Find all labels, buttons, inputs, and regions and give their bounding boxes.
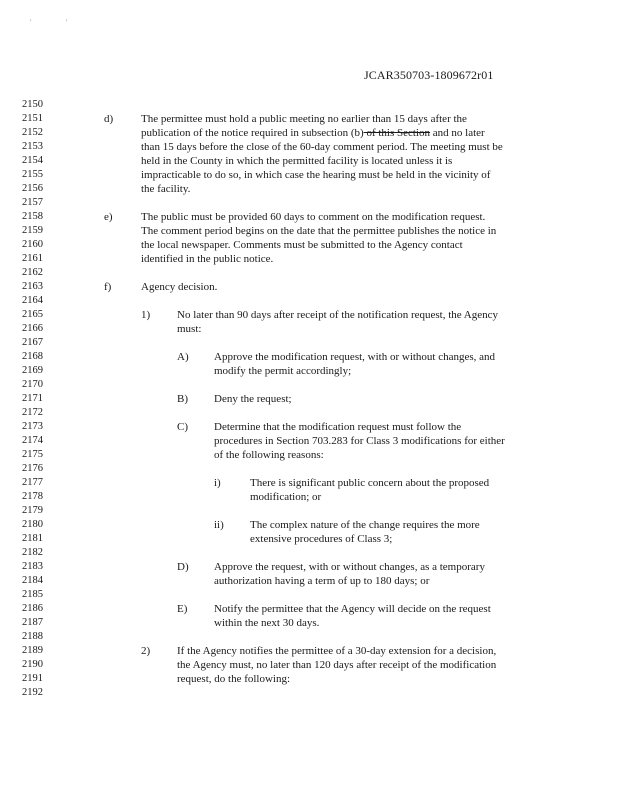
line-number: 2152 — [22, 127, 43, 138]
line-number: 2183 — [22, 561, 43, 572]
section-e-line: The comment period begins on the date that the permittee publishes the notice in — [141, 225, 497, 237]
item-2-line: request, do the following: — [177, 673, 291, 685]
line-number: 2163 — [22, 281, 43, 292]
item-B-label: B) — [177, 393, 188, 405]
item-A-label: A) — [177, 351, 189, 363]
section-f-title: Agency decision. — [141, 281, 218, 293]
section-d-line: impracticable to do so, in which case the hearing must be held in the vicinity of — [141, 169, 491, 181]
line-number: 2167 — [22, 337, 43, 348]
line-number: 2165 — [22, 309, 43, 320]
line-number: 2166 — [22, 323, 43, 334]
section-e-line: The public must be provided 60 days to comment on the modification request. — [141, 211, 486, 223]
struck-text: of this Section — [363, 127, 430, 139]
line-number: 2169 — [22, 365, 43, 376]
line-number: 2168 — [22, 351, 43, 362]
item-C-line: Determine that the modification request must follow the — [214, 421, 462, 433]
line-number: 2179 — [22, 505, 43, 516]
line-number: 2162 — [22, 267, 43, 278]
line-number: 2187 — [22, 617, 43, 628]
line-number: 2172 — [22, 407, 43, 418]
line-number: 2154 — [22, 155, 43, 166]
line-number: 2160 — [22, 239, 43, 250]
scan-mark: ' — [66, 18, 68, 27]
line-number: 2156 — [22, 183, 43, 194]
section-d-text: publication of the notice required in subsection (b) — [141, 127, 364, 139]
line-number: 2159 — [22, 225, 43, 236]
line-number: 2188 — [22, 631, 43, 642]
item-2-line: If the Agency notifies the permittee of a 30-day extension for a decision, — [177, 645, 497, 657]
section-d-label: d) — [104, 113, 114, 125]
item-1-label: 1) — [141, 309, 151, 321]
section-d-text: and no later — [430, 127, 485, 139]
section-d-line: than 15 days before the close of the 60-day comment period. The meeting must be — [141, 141, 503, 153]
item-C-line: of the following reasons: — [214, 449, 324, 461]
section-d-line: The permittee must hold a public meeting no earlier than 15 days after the — [141, 113, 467, 125]
item-A-line: modify the permit accordingly; — [214, 365, 352, 377]
section-d-line — [141, 126, 485, 140]
line-number: 2158 — [22, 211, 43, 222]
line-number: 2184 — [22, 575, 43, 586]
line-number: 2185 — [22, 589, 43, 600]
line-number: 2192 — [22, 687, 43, 698]
section-d-line: held in the County in which the permitted facility is located unless it is — [141, 155, 453, 167]
section-d-line: the facility. — [141, 183, 191, 195]
line-number: 2191 — [22, 673, 43, 684]
section-f-label: f) — [104, 281, 112, 293]
line-number: 2181 — [22, 533, 43, 544]
item-E-line: within the next 30 days. — [214, 617, 320, 629]
line-number: 2180 — [22, 519, 43, 530]
line-number: 2164 — [22, 295, 43, 306]
item-1-line: No later than 90 days after receipt of the notification request, the Agency — [177, 309, 499, 321]
item-B-line: Deny the request; — [214, 393, 292, 405]
line-number: 2150 — [22, 99, 43, 110]
item-i-line: modification; or — [250, 491, 322, 503]
item-ii-line: extensive procedures of Class 3; — [250, 533, 393, 545]
item-C-label: C) — [177, 421, 188, 433]
line-number: 2190 — [22, 659, 43, 670]
section-e-line: identified in the public notice. — [141, 253, 274, 265]
line-number: 2175 — [22, 449, 43, 460]
line-number: 2170 — [22, 379, 43, 390]
line-number: 2177 — [22, 477, 43, 488]
item-i-line: There is significant public concern about the proposed — [250, 477, 490, 489]
document-id: JCAR350703-1809672r01 — [364, 68, 494, 82]
item-i-label: i) — [214, 477, 221, 489]
line-number: 2182 — [22, 547, 43, 558]
item-A-line: Approve the modification request, with or without changes, and — [214, 351, 496, 363]
line-number: 2157 — [22, 197, 43, 208]
section-e-label: e) — [104, 211, 113, 223]
item-E-label: E) — [177, 603, 188, 615]
line-number: 2186 — [22, 603, 43, 614]
item-2-line: the Agency must, no later than 120 days after receipt of the modification — [177, 659, 497, 671]
item-2-label: 2) — [141, 645, 151, 657]
line-number: 2153 — [22, 141, 43, 152]
line-number: 2173 — [22, 421, 43, 432]
line-number: 2174 — [22, 435, 43, 446]
line-number: 2151 — [22, 113, 43, 124]
item-D-label: D) — [177, 561, 189, 573]
item-D-line: Approve the request, with or without changes, as a temporary — [214, 561, 485, 573]
item-C-line: procedures in Section 703.283 for Class 3 modifications for either — [214, 435, 505, 447]
item-1-line: must: — [177, 323, 202, 335]
section-e-line: the local newspaper. Comments must be submitted to the Agency contact — [141, 239, 463, 251]
item-ii-label: ii) — [214, 519, 224, 531]
line-number: 2189 — [22, 645, 43, 656]
scan-mark: ' — [30, 18, 32, 27]
item-D-line: authorization having a term of up to 180 days; or — [214, 575, 430, 587]
line-number: 2171 — [22, 393, 43, 404]
line-number: 2155 — [22, 169, 43, 180]
line-number: 2161 — [22, 253, 43, 264]
item-E-line: Notify the permittee that the Agency will decide on the request — [214, 603, 491, 615]
line-number: 2176 — [22, 463, 43, 474]
line-number: 2178 — [22, 491, 43, 502]
item-ii-line: The complex nature of the change requires the more — [250, 519, 480, 531]
